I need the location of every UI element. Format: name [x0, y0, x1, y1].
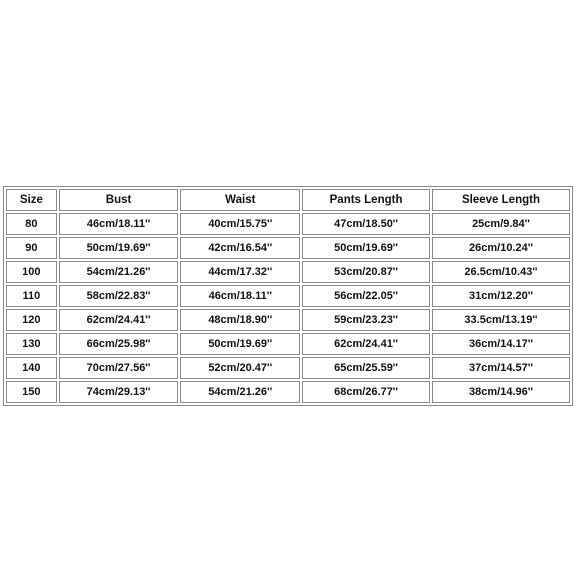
cell-sleeve-length: 38cm/14.96'': [432, 381, 570, 403]
cell-size: 90: [6, 237, 57, 259]
cell-pants-length: 59cm/23.23'': [302, 309, 430, 331]
table-row: [6, 381, 570, 403]
cell-pants-length: 65cm/25.59'': [302, 357, 430, 379]
header-sleeve-length: Sleeve Length: [432, 189, 570, 211]
cell-sleeve-length: 33.5cm/13.19'': [432, 309, 570, 331]
header-bust: Bust: [59, 189, 179, 211]
cell-bust: 58cm/22.83'': [59, 285, 179, 307]
header-pants-length: Pants Length: [302, 189, 430, 211]
cell-size: 140: [6, 357, 57, 379]
cell-size: 130: [6, 333, 57, 355]
cell-pants-length: 47cm/18.50'': [302, 213, 430, 235]
cell-sleeve-length: 36cm/14.17'': [432, 333, 570, 355]
cell-pants-length: 56cm/22.05'': [302, 285, 430, 307]
cell-sleeve-length: 25cm/9.84'': [432, 213, 570, 235]
cell-bust: 54cm/21.26'': [59, 261, 179, 283]
cell-sleeve-length: 26.5cm/10.43'': [432, 261, 570, 283]
cell-waist: 42cm/16.54'': [180, 237, 300, 259]
cell-waist: 50cm/19.69'': [180, 333, 300, 355]
size-chart-table: [3, 186, 573, 406]
cell-waist: 54cm/21.26'': [180, 381, 300, 403]
cell-size: 100: [6, 261, 57, 283]
cell-sleeve-length: 26cm/10.24'': [432, 237, 570, 259]
cell-bust: 50cm/19.69'': [59, 237, 179, 259]
cell-size: 110: [6, 285, 57, 307]
cell-waist: 48cm/18.90'': [180, 309, 300, 331]
cell-waist: 52cm/20.47'': [180, 357, 300, 379]
cell-bust: 74cm/29.13'': [59, 381, 179, 403]
cell-size: 80: [6, 213, 57, 235]
cell-waist: 40cm/15.75'': [180, 213, 300, 235]
table-row: [6, 333, 570, 355]
cell-bust: 66cm/25.98'': [59, 333, 179, 355]
table-row: [6, 309, 570, 331]
cell-pants-length: 50cm/19.69'': [302, 237, 430, 259]
cell-waist: 46cm/18.11'': [180, 285, 300, 307]
header-size: Size: [6, 189, 57, 211]
table-row: [6, 237, 570, 259]
table-row: [6, 261, 570, 283]
cell-pants-length: 53cm/20.87'': [302, 261, 430, 283]
cell-size: 150: [6, 381, 57, 403]
table-row: [6, 357, 570, 379]
cell-pants-length: 62cm/24.41'': [302, 333, 430, 355]
table-row: [6, 285, 570, 307]
cell-sleeve-length: 37cm/14.57'': [432, 357, 570, 379]
table-row: [6, 213, 570, 235]
header-row: [6, 189, 570, 211]
header-waist: Waist: [180, 189, 300, 211]
cell-waist: 44cm/17.32'': [180, 261, 300, 283]
cell-bust: 62cm/24.41'': [59, 309, 179, 331]
cell-sleeve-length: 31cm/12.20'': [432, 285, 570, 307]
cell-bust: 70cm/27.56'': [59, 357, 179, 379]
cell-size: 120: [6, 309, 57, 331]
cell-bust: 46cm/18.11'': [59, 213, 179, 235]
cell-pants-length: 68cm/26.77'': [302, 381, 430, 403]
